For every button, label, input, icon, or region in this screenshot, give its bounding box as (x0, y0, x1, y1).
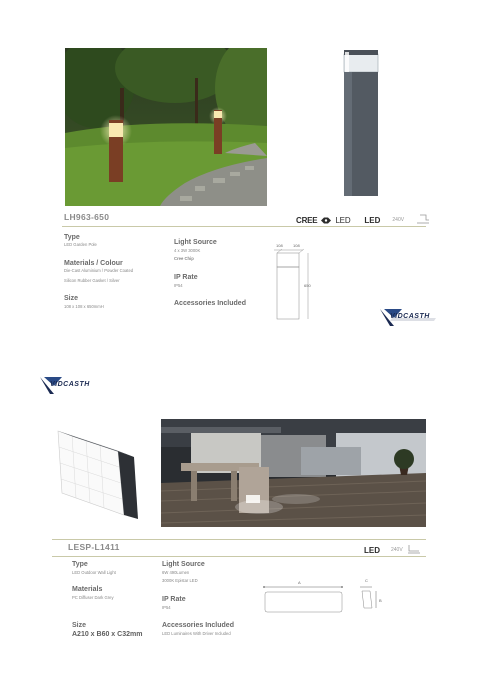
type-value: LED Garden Pole (64, 242, 97, 247)
dim-b: B (379, 598, 382, 603)
ip-rate-label-2: IP Rate (162, 596, 186, 603)
light-source-label-2: Light Source (162, 561, 205, 568)
type-label: Type (64, 234, 80, 241)
dim-top-left: 108 (276, 243, 283, 248)
header-rule-2-top (52, 539, 426, 540)
materials-value-2b: PC Diffuser Dark Grey (72, 595, 114, 600)
size-label: Size (64, 295, 79, 302)
bollard-product-image (340, 46, 382, 198)
led-badge-2: LED (364, 545, 380, 555)
ip-rate-label: IP Rate (174, 274, 198, 281)
materials-value-1: Die-Cast Aluminium / Powder Coated (64, 268, 134, 273)
materials-label: Materials / Colour (64, 260, 123, 267)
logo-text-2: VIDCASTH (50, 381, 90, 388)
dim-height: 650 (304, 283, 311, 288)
type-label-2: Type (72, 561, 88, 568)
light-source-label: Light Source (174, 239, 217, 246)
dim-top-right: 108 (293, 243, 300, 248)
materials-label-2: Materials (72, 586, 103, 593)
garden-pole-photo (65, 48, 267, 206)
header-rule-2 (52, 556, 426, 557)
light-source-value-2a: 6W 490Lumen (162, 570, 190, 575)
accessories-value-2: LED Luminaires With Driver Included (162, 631, 231, 636)
terrace-photo (161, 419, 426, 527)
product-model-2: LESP-L1411 (68, 542, 120, 552)
materials-value-2: Silicon Rubber Gasket / Silver (64, 278, 120, 283)
accessories-label-2: Accessories Included (162, 622, 234, 629)
cree-led-label: LED (335, 215, 351, 225)
size-label-2: Size (72, 622, 87, 629)
accessories-label: Accessories Included (174, 300, 246, 307)
dimension-drawing (268, 241, 320, 321)
ip-rate-value-2: IP54 (162, 605, 171, 610)
logo-text: VIDCASTH (390, 313, 430, 320)
cree-logo: CREE (296, 215, 318, 225)
light-source-value-2b: 3000K Epistar LED (162, 578, 198, 583)
header-rule (62, 226, 426, 227)
light-source-value-1: 4 x 3W 3000K (174, 248, 201, 253)
wall-light-product-image (52, 423, 140, 521)
dimension-drawing-2 (262, 584, 344, 614)
ip-rate-value: IP54 (174, 283, 183, 288)
dim-c: C (365, 578, 368, 583)
voltage-label-2: 240V (391, 547, 403, 553)
light-source-value-2: Cree Chip (174, 256, 194, 261)
voltage-label: 240V (392, 217, 405, 223)
led-badge: LED (364, 215, 381, 225)
product-model: LH963-650 (64, 212, 110, 222)
dim-a: A (298, 580, 301, 585)
size-value-2: A210 x B60 x C32mm (72, 631, 143, 638)
type-value-2: LED Outdoor Wall Light (72, 570, 116, 575)
size-value: 108 x 108 x 650mmH (64, 304, 104, 309)
